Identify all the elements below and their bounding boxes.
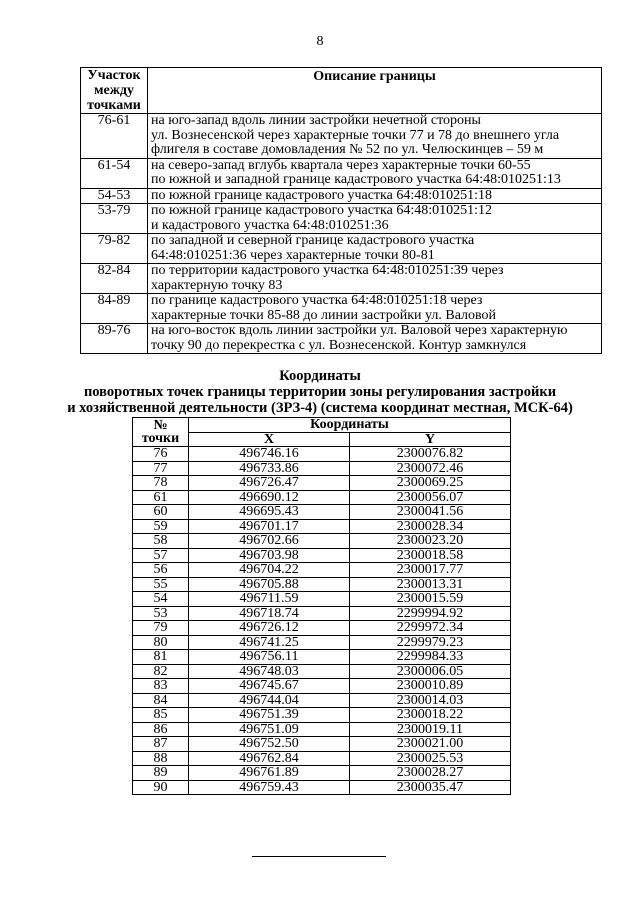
x-coordinate-cell: 496752.50 [189,737,350,752]
point-number-cell: 88 [133,751,189,766]
point-number-cell: 90 [133,780,189,795]
point-number-header-line1: № [153,417,168,433]
x-coordinate-cell: 496704.22 [189,563,350,578]
description-cell [148,114,602,159]
x-coordinate-cell: 496695.43 [189,505,350,520]
boundary-row [81,294,602,324]
point-number-cell: 86 [133,722,189,737]
coordinate-row [133,635,511,650]
y-coordinate-cell: 2300018.22 [350,708,511,723]
x-coordinate-cell: 496718.74 [189,606,350,621]
y-coordinate-cell: 2300021.00 [350,737,511,752]
x-coordinate-cell: 496744.04 [189,693,350,708]
point-number-cell: 78 [133,476,189,491]
point-number-cell: 87 [133,737,189,752]
coordinates-title [0,368,640,416]
x-coordinate-cell: 496702.66 [189,534,350,549]
description-line: характерную точку 83 [151,277,283,293]
description-line: по западной и северной границе кадастрового участка [151,233,475,248]
description-cell [148,158,602,188]
coordinate-row [133,606,511,621]
point-number-cell: 84 [133,693,189,708]
point-number-cell: 54 [133,592,189,607]
segment-header-line3: точками [87,98,141,113]
coordinates-title-line2: поворотных точек границы территории зоны регулирования застройки [83,384,557,400]
x-coordinate-cell: 496761.89 [189,766,350,781]
coordinate-row [133,693,511,708]
point-number-cell: 55 [133,577,189,592]
point-number-cell: 79 [133,621,189,636]
description-cell [148,264,602,294]
boundary-row [81,114,602,159]
description-cell [148,188,602,204]
y-coordinate-cell: 2300023.20 [350,534,511,549]
description-line: по южной границе кадастрового участка 64:48:010251:18 [151,187,493,203]
description-line: 64:48:010251:36 через характерные точки 80-81 [151,247,435,263]
segment-cell: 84-89 [81,294,148,324]
y-header: Y [350,432,511,447]
y-coordinate-cell: 2300056.07 [350,490,511,505]
description-cell [148,234,602,264]
y-coordinate-cell: 2300013.31 [350,577,511,592]
coordinate-row [133,505,511,520]
y-coordinate-cell: 2299972.34 [350,621,511,636]
coordinate-row [133,780,511,795]
y-coordinate-cell: 2300010.89 [350,679,511,694]
x-coordinate-cell: 496756.11 [189,650,350,665]
x-coordinate-cell: 496759.43 [189,780,350,795]
y-coordinate-cell: 2299984.33 [350,650,511,665]
coordinate-row [133,534,511,549]
point-number-cell: 82 [133,664,189,679]
coordinates-header-row [133,418,511,433]
coordinates-title-line1: Координаты [279,368,361,384]
y-coordinate-cell: 2300072.46 [350,461,511,476]
point-number-cell: 57 [133,548,189,563]
segment-cell: 82-84 [81,264,148,294]
point-number-cell: 58 [133,534,189,549]
x-coordinate-cell: 496762.84 [189,751,350,766]
segment-header-line2: между [94,83,134,98]
coordinates-header: Координаты [189,418,511,433]
coordinates-table [132,417,511,795]
description-line: флигеля в составе домовладения № 52 по ул. Челюскинцев – 59 м [151,142,544,157]
point-number-cell: 85 [133,708,189,723]
point-number-cell: 77 [133,461,189,476]
description-line: по территории кадастрового участка 64:48:010251:39 через [151,263,504,278]
x-coordinate-cell: 496703.98 [189,548,350,563]
description-line: и кадастрового участка 64:48:010251:36 [151,217,389,233]
y-coordinate-cell: 2300028.27 [350,766,511,781]
point-number-cell: 81 [133,650,189,665]
coordinate-row [133,447,511,462]
description-line: по южной и западной границе кадастрового участка 64:48:010251:13 [151,172,561,187]
x-coordinate-cell: 496726.12 [189,621,350,636]
y-coordinate-cell: 2299994.92 [350,606,511,621]
point-number-cell: 89 [133,766,189,781]
coordinate-row [133,766,511,781]
description-line: по границе кадастрового участка 64:48:010251:18 через [151,293,483,308]
coordinate-row [133,621,511,636]
coordinate-row [133,592,511,607]
point-number-header [133,418,189,447]
segment-cell: 54-53 [81,188,148,204]
y-coordinate-cell: 2300041.56 [350,505,511,520]
description-header: Описание границы [148,68,602,114]
coordinate-row [133,461,511,476]
x-coordinate-cell: 496711.59 [189,592,350,607]
x-coordinate-cell: 496745.67 [189,679,350,694]
point-number-cell: 80 [133,635,189,650]
point-number-cell: 56 [133,563,189,578]
x-coordinate-cell: 496751.39 [189,708,350,723]
boundary-row [81,188,602,204]
y-coordinate-cell: 2300014.03 [350,693,511,708]
boundary-row [81,264,602,294]
coordinate-row [133,563,511,578]
coordinate-row [133,548,511,563]
x-coordinate-cell: 496701.17 [189,519,350,534]
coordinate-row [133,751,511,766]
x-coordinate-cell: 496705.88 [189,577,350,592]
segment-cell: 61-54 [81,158,148,188]
y-coordinate-cell: 2300017.77 [350,563,511,578]
coordinates-subheader-row [133,432,511,447]
description-line: характерные точки 85-88 до линии застройки ул. Валовой [151,307,497,323]
footer-divider [252,856,386,857]
coordinate-row [133,708,511,723]
coordinates-title-line3: и хозяйственной деятельности (ЗРЗ-4) (система координат местная, МСК-64) [67,400,573,416]
y-coordinate-cell: 2300018.58 [350,548,511,563]
x-coordinate-cell: 496746.16 [189,447,350,462]
segment-header-line1: Участок [87,68,141,83]
description-cell [148,324,602,354]
description-line: ул. Вознесенской через характерные точки 77 и 78 до внешнего угла [151,127,560,143]
description-line: на северо-запад вглубь квартала через характерные точки 60-55 [151,157,531,173]
description-line: на юго-запад вдоль линии застройки нечетной стороны [151,113,481,128]
coordinate-row [133,664,511,679]
point-number-cell: 61 [133,490,189,505]
boundary-row [81,234,602,264]
coordinate-row [133,679,511,694]
x-coordinate-cell: 496741.25 [189,635,350,650]
point-number-cell: 53 [133,606,189,621]
boundary-header-row [81,68,602,114]
y-coordinate-cell: 2300069.25 [350,476,511,491]
y-coordinate-cell: 2300019.11 [350,722,511,737]
coordinate-row [133,650,511,665]
y-coordinate-cell: 2300035.47 [350,780,511,795]
y-coordinate-cell: 2300015.59 [350,592,511,607]
y-coordinate-cell: 2299979.23 [350,635,511,650]
point-number-cell: 60 [133,505,189,520]
segment-header [81,68,148,114]
y-coordinate-cell: 2300006.05 [350,664,511,679]
coordinate-row [133,737,511,752]
boundary-description-table [80,67,602,354]
boundary-row [81,158,602,188]
coordinate-row [133,490,511,505]
point-number-cell: 59 [133,519,189,534]
coordinate-row [133,519,511,534]
point-number-header-line2: точки [141,431,180,446]
page-number: 8 [316,34,324,49]
y-coordinate-cell: 2300025.53 [350,751,511,766]
x-coordinate-cell: 496733.86 [189,461,350,476]
segment-cell: 76-61 [81,114,148,159]
segment-cell: 89-76 [81,324,148,354]
description-line: на юго-восток вдоль линии застройки ул. Валовой через характерную [151,323,568,338]
x-coordinate-cell: 496726.47 [189,476,350,491]
description-cell [148,294,602,324]
description-line: точку 90 до перекрестка с ул. Вознесенской. Контур замкнулся [151,337,527,353]
segment-cell: 53-79 [81,204,148,234]
point-number-cell: 76 [133,447,189,462]
boundary-row [81,204,602,234]
x-coordinate-cell: 496751.09 [189,722,350,737]
description-cell [148,204,602,234]
x-coordinate-cell: 496690.12 [189,490,350,505]
coordinate-row [133,476,511,491]
y-coordinate-cell: 2300028.34 [350,519,511,534]
coordinate-row [133,722,511,737]
x-header: X [189,432,350,447]
x-coordinate-cell: 496748.03 [189,664,350,679]
y-coordinate-cell: 2300076.82 [350,447,511,462]
boundary-row [81,324,602,354]
segment-cell: 79-82 [81,234,148,264]
description-line: по южной границе кадастрового участка 64:48:010251:12 [151,203,493,218]
coordinate-row [133,577,511,592]
point-number-cell: 83 [133,679,189,694]
